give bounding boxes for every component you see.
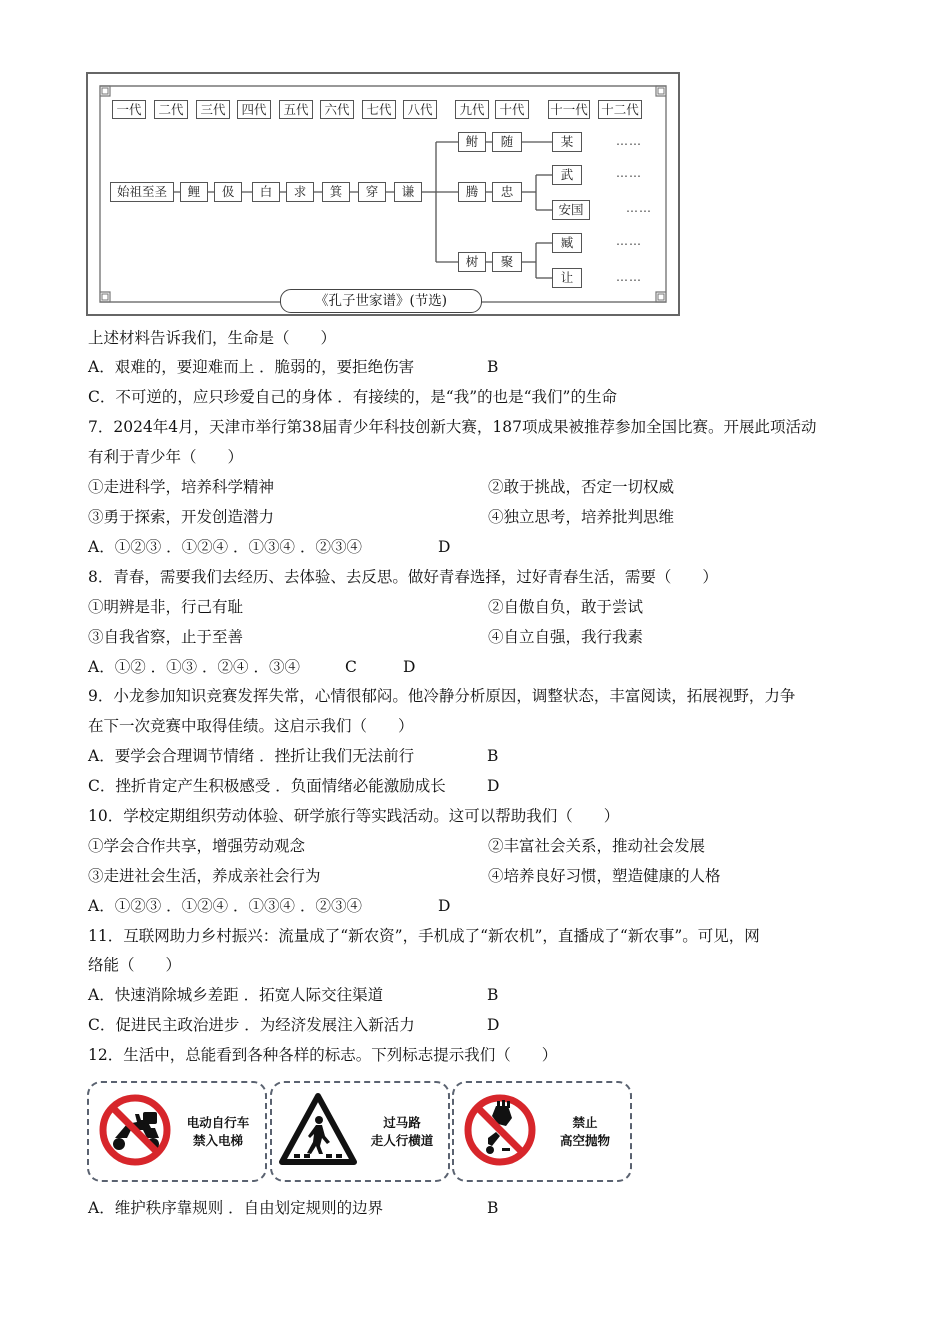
generation-label: 十二代: [598, 100, 642, 119]
q6-stem: 上述材料告诉我们，生命是（ ）: [88, 329, 337, 347]
q10-statement-2: ②丰富社会关系，推动社会发展: [488, 837, 706, 855]
generation-label: 六代: [320, 100, 354, 119]
generation-label: 十代: [495, 100, 529, 119]
crosswalk-warning-icon: [278, 1092, 358, 1168]
q11-option-d-tag: D: [487, 1016, 500, 1034]
q7-answer-choices: A．①②③ ．①②④ ．①③④ ．②③④: [88, 538, 362, 556]
descendant-box: 武: [552, 165, 582, 185]
sign2-text-line2: 走人行横道: [370, 1133, 434, 1148]
q8-option-d-tag: D: [403, 658, 416, 676]
q11-stem-line2: 络能（ ）: [88, 956, 182, 974]
q9-options-row1: A．要学会合理调节情绪 ．挫折让我们无法前行: [88, 747, 415, 765]
generation-label: 三代: [196, 100, 230, 119]
q10-answer-choices: A．①②③ ．①②④ ．①③④ ．②③④: [88, 897, 362, 915]
q11-option-b-tag: B: [487, 986, 499, 1004]
q8-statement-4: ④自立自强，我行我素: [488, 628, 644, 646]
q11-options-row1: A．快速消除城乡差距 ．拓宽人际交往渠道: [88, 986, 384, 1004]
descendant-box: 鲋: [458, 132, 486, 152]
descendant-box: 某: [552, 132, 582, 152]
ellipsis: ……: [616, 134, 642, 148]
q8-answer-choices: A．①② ．①③ ．②④ ．③④: [88, 658, 300, 676]
q8-stem: 8．青春，需要我们去经历、去体验、去反思。做好青春选择，过好青春生活，需要（ ）: [88, 568, 718, 586]
sign3-text-line2: 高空抛物: [559, 1133, 610, 1148]
no-ebike-icon: [97, 1092, 173, 1168]
generation-label: 九代: [455, 100, 489, 119]
q7-statement-3: ③勇于探索，开发创造潜力: [88, 508, 275, 526]
q10-statement-3: ③走进社会生活，养成亲社会行为: [88, 867, 321, 885]
generation-label: 十一代: [548, 100, 590, 119]
generation-label: 四代: [237, 100, 271, 119]
q12-options-row1: A．维护秩序靠规则 ．自由划定规则的边界: [88, 1199, 384, 1217]
generation-label: 八代: [403, 100, 437, 119]
q7-stem-line2: 有利于青少年（ ）: [88, 448, 244, 466]
q7-statement-2: ②敢于挑战，否定一切权威: [488, 478, 675, 496]
descendant-box: 让: [552, 268, 582, 288]
descendant-box: 安国: [552, 200, 590, 220]
ancestor-box: 白: [252, 182, 280, 202]
q7-option-d-tag: D: [438, 538, 451, 556]
q8-statement-3: ③自我省察，止于至善: [88, 628, 244, 646]
sign1-text-line1: 电动自行车: [186, 1115, 250, 1130]
q9-option-b-tag: B: [487, 747, 499, 765]
sign1-text-line2: 禁入电梯: [192, 1133, 243, 1148]
ancestor-box: 穿: [358, 182, 386, 202]
descendant-box: 随: [492, 132, 522, 152]
q9-options-row2: C．挫折肯定产生积极感受 ．负面情绪必能激励成长: [88, 777, 446, 795]
ellipsis: ……: [616, 270, 642, 284]
generation-label: 五代: [279, 100, 313, 119]
sign-no-ebike-elevator: [87, 1081, 267, 1182]
descendant-box: 聚: [492, 252, 522, 272]
q8-statement-1: ①明辨是非，行己有耻: [88, 598, 244, 616]
sign-crosswalk: [270, 1081, 450, 1182]
descendant-box: 腾: [458, 182, 486, 202]
q6-options-row1: A．艰难的，要迎难而上 ．脆弱的，要拒绝伤害: [88, 358, 415, 376]
q9-option-d-tag: D: [487, 777, 500, 795]
q7-statement-1: ①走进科学，培养科学精神: [88, 478, 275, 496]
q12-option-b-tag: B: [487, 1199, 499, 1217]
q8-statement-2: ②自傲自负，敢于尝试: [488, 598, 644, 616]
q10-stem: 10．学校定期组织劳动体验、研学旅行等实践活动。这可以帮助我们（ ）: [88, 807, 620, 825]
sign-no-throwing-from-height: [452, 1081, 632, 1182]
q10-option-d-tag: D: [438, 897, 451, 915]
q11-options-row2: C．促进民主政治进步 ．为经济发展注入新活力: [88, 1016, 415, 1034]
q9-stem-line2: 在下一次竞赛中取得佳绩。这启示我们（ ）: [88, 717, 414, 735]
generation-label: 七代: [362, 100, 396, 119]
q6-option-b-tag: B: [487, 358, 499, 376]
sign3-text-line1: 禁止: [572, 1115, 598, 1130]
ancestor-box: 伋: [214, 182, 242, 202]
ancestor-box: 始祖至圣: [110, 182, 174, 202]
generation-label: 二代: [154, 100, 188, 119]
ellipsis: ……: [616, 166, 642, 180]
ellipsis: ……: [626, 201, 652, 215]
ancestor-box: 箕: [322, 182, 350, 202]
no-throwing-icon: [462, 1092, 538, 1168]
q10-statement-4: ④培养良好习惯，塑造健康的人格: [488, 867, 721, 885]
descendant-box: 臧: [552, 233, 582, 253]
q10-statement-1: ①学会合作共享，增强劳动观念: [88, 837, 306, 855]
generation-label: 一代: [112, 100, 146, 119]
ancestor-box: 谦: [394, 182, 422, 202]
kongzi-family-tree-figure: [86, 72, 680, 316]
q6-options-row2: C．不可逆的，应只珍爱自己的身体 ．有接续的，是“我”的也是“我们”的生命: [88, 388, 617, 406]
descendant-box: 忠: [492, 182, 522, 202]
q7-stem-line1: 7．2024年4月，天津市举行第38届青少年科技创新大赛，187项成果被推荐参加全国比赛。开展此项活动: [88, 418, 817, 436]
q12-stem: 12．生活中，总能看到各种各样的标志。下列标志提示我们（ ）: [88, 1046, 558, 1064]
ancestor-box: 求: [286, 182, 314, 202]
q11-stem-line1: 11．互联网助力乡村振兴：流量成了“新农资”，手机成了“新农机”，直播成了“新农事”。可见，网: [88, 927, 760, 945]
ancestor-box: 鲤: [180, 182, 208, 202]
q8-option-c-tag: C: [345, 658, 357, 676]
descendant-box: 树: [458, 252, 486, 272]
ellipsis: ……: [616, 234, 642, 248]
figure-caption: 《孔子世家谱》(节选): [280, 289, 482, 313]
q9-stem-line1: 9．小龙参加知识竞赛发挥失常，心情很郁闷。他冷静分析原因，调整状态，丰富阅读，拓展视野，力争: [88, 687, 796, 705]
q7-statement-4: ④独立思考，培养批判思维: [488, 508, 675, 526]
sign2-text-line1: 过马路: [383, 1115, 421, 1130]
